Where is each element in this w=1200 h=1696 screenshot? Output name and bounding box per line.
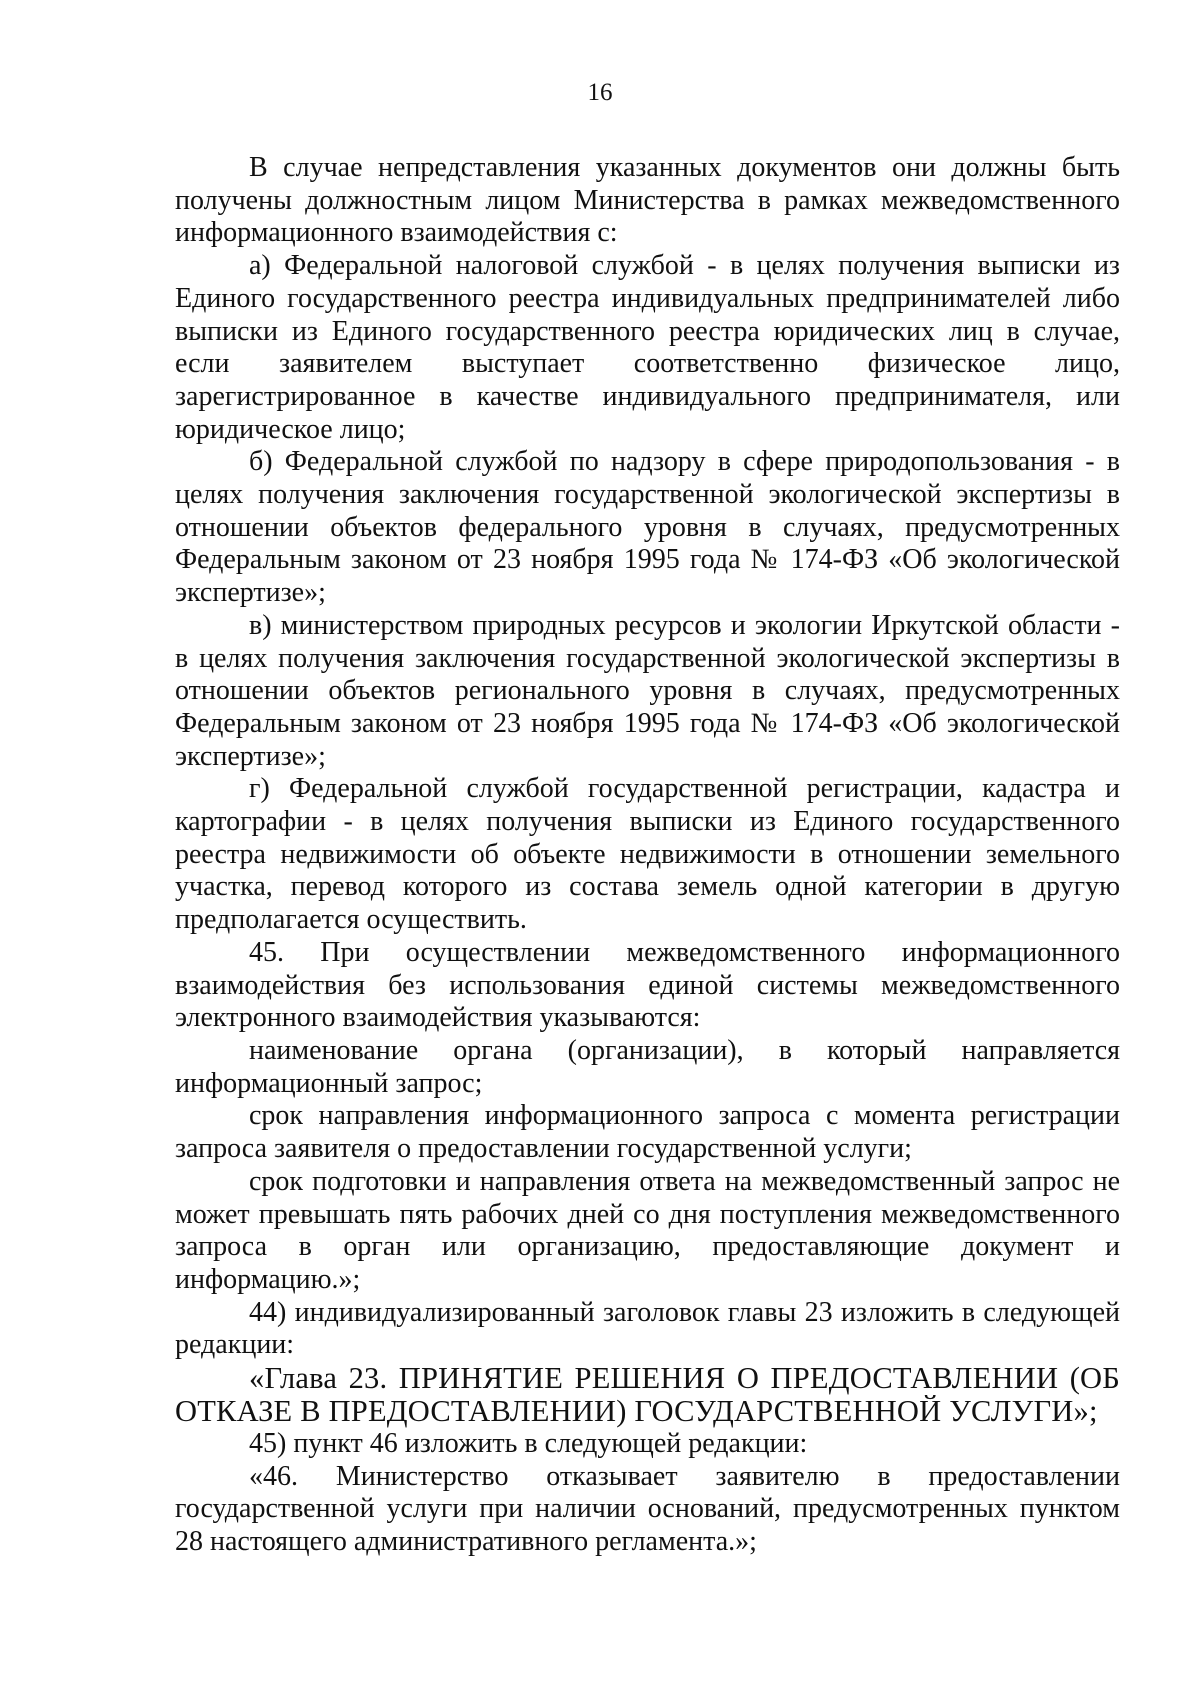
paragraph-amendment-44: 44) индивидуализированный заголовок главы 23 изложить в следующей редакции: [175, 1296, 1120, 1361]
paragraph-point-45: 45. При осуществлении межведомственного информационного взаимодействия без использования единой системы межведомственного электронного взаимодействия указываются: [175, 936, 1120, 1034]
paragraph-response-term: срок подготовки и направления ответа на межведомственный запрос не может превышать пять рабочих дней со дня поступления межведомственного запроса в орган или организацию, предоставляющие документ и информацию.»; [175, 1165, 1120, 1295]
paragraph-item-a: а) Федеральной налоговой службой - в целях получения выписки из Единого государственного реестра индивидуальных предпринимателей либо выписки из Единого государственного реестра юридических лиц в случае, если заявителем выступает соответственно физическое лицо, зарегистрированное в качестве индивидуального предпринимателя, или юридическое лицо; [175, 250, 1120, 445]
document-body [175, 152, 1120, 1559]
paragraph-point-46: «46. Министерство отказывает заявителю в предоставлении государственной услуги при наличии оснований, предусмотренных пунктом 28 настоящего административного регламента.»; [175, 1460, 1120, 1558]
paragraph-item-v: в) министерством природных ресурсов и экологии Иркутской области - в целях получения заключения государственной экологической экспертизы в отношении объектов регионального уровня в случаях, предусмотренных Федеральным законом от 23 ноября 1995 года № 174-ФЗ «Об экологической экспертизе»; [175, 609, 1120, 772]
paragraph-item-g: г) Федеральной службой государственной регистрации, кадастра и картографии - в целях получения выписки из Единого государственного реестра недвижимости об объекте недвижимости в отношении земельного участка, перевод которого из состава земель одной категории в другую предполагается осуществить. [175, 773, 1120, 936]
paragraph-intro: В случае непредставления указанных документов они должны быть получены должностным лицом Министерства в рамках межведомственного информационного взаимодействия с: [175, 152, 1120, 249]
paragraph-organ-name: наименование органа (организации), в который направляется информационный запрос; [175, 1034, 1120, 1099]
chapter-23-heading: «Глава 23. ПРИНЯТИЕ РЕШЕНИЯ О ПРЕДОСТАВЛЕНИИ (ОБ ОТКАЗЕ В ПРЕДОСТАВЛЕНИИ) ГОСУДАРСТВЕННОЙ УСЛУГИ»; [175, 1361, 1120, 1429]
paragraph-item-b: б) Федеральной службой по надзору в сфере природопользования - в целях получения заключения государственной экологической экспертизы в отношении объектов федерального уровня в случаях, предусмотренных Федеральным законом от 23 ноября 1995 года № 174-ФЗ «Об экологической экспертизе»; [175, 446, 1120, 609]
page-number: 16 [587, 79, 613, 106]
paragraph-amendment-45: 45) пункт 46 изложить в следующей редакции: [249, 1428, 808, 1460]
paragraph-request-term: срок направления информационного запроса с момента регистрации запроса заявителя о предоставлении государственной услуги; [175, 1100, 1120, 1165]
